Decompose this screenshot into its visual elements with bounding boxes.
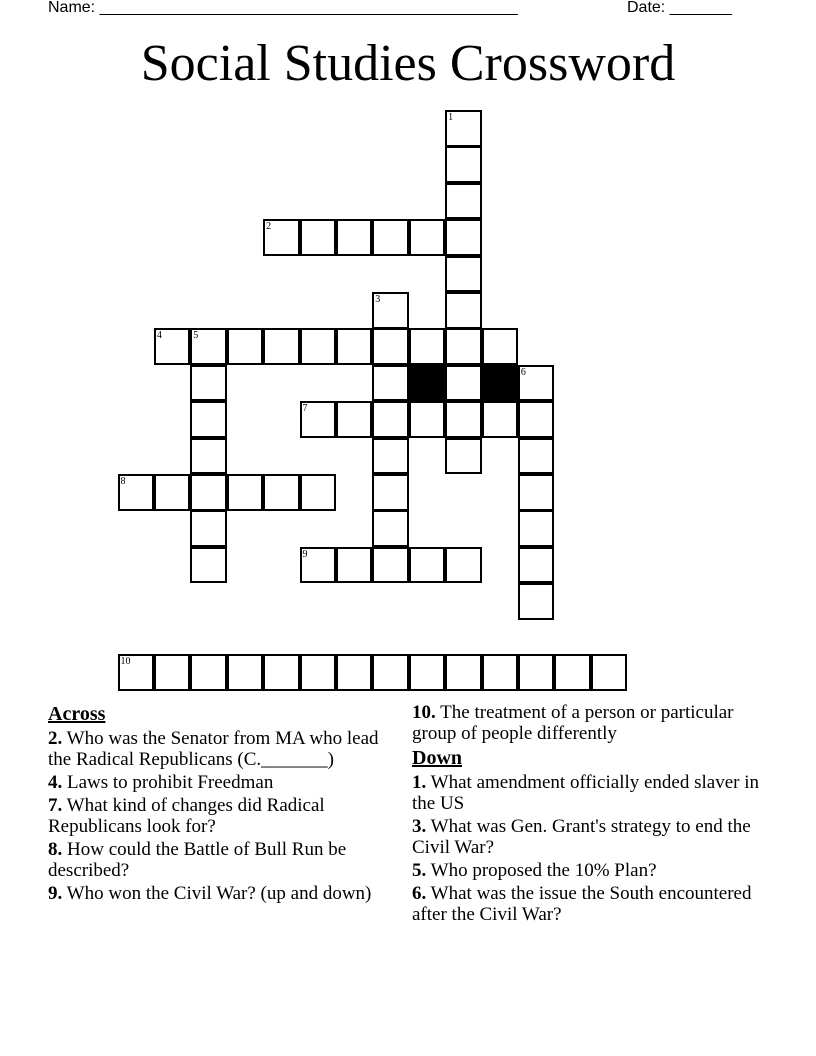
clues-column-left xyxy=(48,702,393,906)
clues-column-right xyxy=(412,702,782,927)
crossword-cell[interactable] xyxy=(372,547,409,584)
clue-down-3: 3. What was Gen. Grant's strategy to end the Civil War? xyxy=(412,816,751,858)
clue-down-6: 6. What was the issue the South encountered after the Civil War? xyxy=(412,883,752,925)
crossword-block xyxy=(409,365,446,402)
crossword-cell[interactable] xyxy=(445,183,482,220)
crossword-cell[interactable] xyxy=(300,219,337,256)
crossword-cell[interactable] xyxy=(190,654,227,691)
crossword-block xyxy=(482,365,519,402)
crossword-cell[interactable] xyxy=(518,510,555,547)
page-title: Social Studies Crossword xyxy=(140,35,676,92)
crossword-cell[interactable] xyxy=(518,365,555,402)
crossword-cell[interactable] xyxy=(336,547,373,584)
crossword-cell[interactable] xyxy=(409,328,446,365)
crossword-cell[interactable] xyxy=(372,438,409,475)
crossword-cell[interactable] xyxy=(118,654,155,691)
clue-number: 6 xyxy=(520,366,526,378)
crossword-cell[interactable] xyxy=(445,328,482,365)
clue-number: 10 xyxy=(120,656,131,667)
crossword-cell[interactable] xyxy=(300,654,337,691)
name-field[interactable]: Name: _______________________________________________ xyxy=(48,0,518,16)
clue-number: 8 xyxy=(120,476,126,487)
crossword-cell[interactable] xyxy=(263,328,300,365)
crossword-cell[interactable] xyxy=(409,219,446,256)
crossword-cell[interactable] xyxy=(518,474,555,511)
crossword-cell[interactable] xyxy=(336,328,373,365)
clue-number: 4 xyxy=(156,330,162,342)
crossword-cell[interactable] xyxy=(372,654,409,691)
crossword-cell[interactable] xyxy=(190,438,227,475)
crossword-cell[interactable] xyxy=(372,292,409,329)
crossword-cell[interactable] xyxy=(336,654,373,691)
crossword-cell[interactable] xyxy=(300,474,337,511)
clue-number: 2 xyxy=(266,221,272,233)
clue-down-1: 1. What amendment officially ended slaver in the US xyxy=(412,772,760,814)
crossword-cell[interactable] xyxy=(445,365,482,402)
crossword-cell[interactable] xyxy=(190,547,227,584)
clue-number: 1 xyxy=(448,112,454,123)
crossword-cell[interactable] xyxy=(190,510,227,547)
clue-number: 5 xyxy=(193,330,199,342)
crossword-cell[interactable] xyxy=(300,401,337,438)
clue-number: 3 xyxy=(375,294,381,305)
crossword-cell[interactable] xyxy=(227,328,264,365)
crossword-cell[interactable] xyxy=(190,474,227,511)
clue-down-5: 5. Who proposed the 10% Plan? xyxy=(412,860,657,881)
crossword-cell[interactable] xyxy=(300,328,337,365)
crossword-cell[interactable] xyxy=(409,547,446,584)
crossword-cell[interactable] xyxy=(227,474,264,511)
crossword-cell[interactable] xyxy=(482,654,519,691)
crossword-cell[interactable] xyxy=(518,401,555,438)
crossword-cell[interactable] xyxy=(518,438,555,475)
clue-across-10: 10. The treatment of a person or particular group of people differently xyxy=(412,702,734,744)
crossword-cell[interactable] xyxy=(518,654,555,691)
crossword-cell[interactable] xyxy=(336,401,373,438)
clue-across-9: 9. Who won the Civil War? (up and down) xyxy=(48,883,372,904)
crossword-cell[interactable] xyxy=(445,256,482,293)
crossword-cell[interactable] xyxy=(409,654,446,691)
crossword-cell[interactable] xyxy=(445,146,482,183)
crossword-cell[interactable] xyxy=(263,219,300,256)
crossword-cell[interactable] xyxy=(263,654,300,691)
crossword-cell[interactable] xyxy=(118,474,155,511)
crossword-cell[interactable] xyxy=(190,328,227,365)
crossword-cell[interactable] xyxy=(445,219,482,256)
crossword-cell[interactable] xyxy=(372,365,409,402)
down-heading: Down xyxy=(412,747,463,769)
clue-number: 9 xyxy=(302,548,308,560)
crossword-cell[interactable] xyxy=(372,328,409,365)
crossword-cell[interactable] xyxy=(190,401,227,438)
clue-number: 7 xyxy=(302,403,308,415)
crossword-cell[interactable] xyxy=(300,547,337,584)
crossword-cell[interactable] xyxy=(518,583,555,620)
crossword-cell[interactable] xyxy=(445,547,482,584)
crossword-cell[interactable] xyxy=(445,654,482,691)
crossword-cell[interactable] xyxy=(154,474,191,511)
crossword-cell[interactable] xyxy=(263,474,300,511)
crossword-cell[interactable] xyxy=(554,654,591,691)
crossword-cell[interactable] xyxy=(445,292,482,329)
crossword-cell[interactable] xyxy=(445,401,482,438)
clue-across-8: 8. How could the Battle of Bull Run be described? xyxy=(48,839,347,881)
crossword-cell[interactable] xyxy=(445,110,482,147)
crossword-cell[interactable] xyxy=(482,401,519,438)
crossword-cell[interactable] xyxy=(372,401,409,438)
crossword-cell[interactable] xyxy=(372,510,409,547)
crossword-cell[interactable] xyxy=(372,474,409,511)
crossword-cell[interactable] xyxy=(154,328,191,365)
crossword-cell[interactable] xyxy=(154,654,191,691)
clue-across-7: 7. What kind of changes did Radical Republicans look for? xyxy=(48,795,325,837)
crossword-cell[interactable] xyxy=(445,438,482,475)
crossword-cell[interactable] xyxy=(227,654,264,691)
crossword-cell[interactable] xyxy=(518,547,555,584)
crossword-cell[interactable] xyxy=(372,219,409,256)
clue-across-4: 4. Laws to prohibit Freedman xyxy=(48,772,274,793)
crossword-cell[interactable] xyxy=(409,401,446,438)
crossword-cell[interactable] xyxy=(190,365,227,402)
crossword-cell[interactable] xyxy=(591,654,628,691)
crossword-cell[interactable] xyxy=(336,219,373,256)
across-heading: Across xyxy=(48,703,106,725)
clue-across-2: 2. Who was the Senator from MA who lead the Radical Republicans (C._______) xyxy=(48,728,379,770)
crossword-cell[interactable] xyxy=(482,328,519,365)
date-field[interactable]: Date: _______ xyxy=(627,0,732,16)
